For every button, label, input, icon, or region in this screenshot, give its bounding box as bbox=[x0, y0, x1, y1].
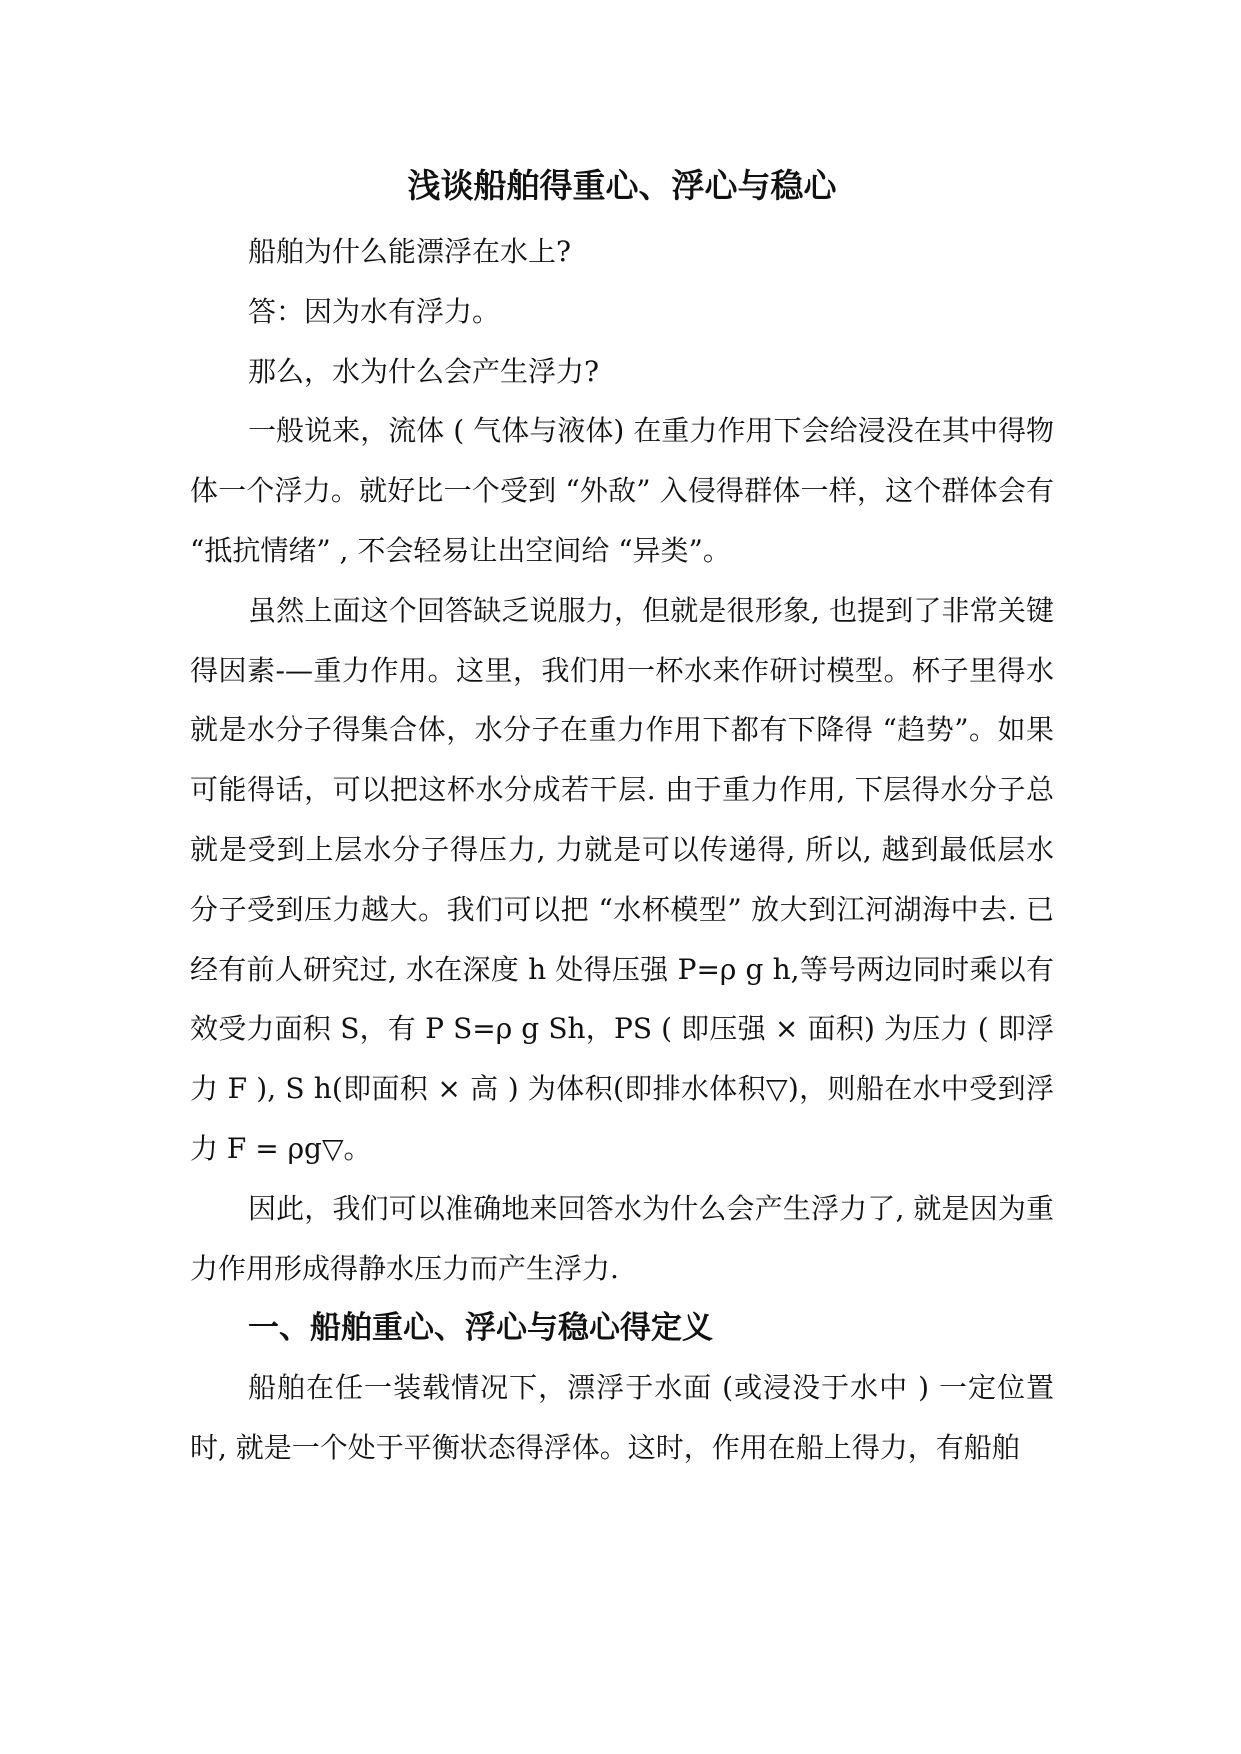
paragraph-conclusion: 因此，我们可以准确地来回答水为什么会产生浮力了, 就是因为重力作用形成得静水压力而产生浮力. bbox=[190, 1191, 1054, 1285]
paragraph-section-body: 船舶在任一装载情况下，漂浮于水面 (或浸没于水中 ) 一定位置时, 就是一个处于平衡状态得浮体。这时，作用在船上得力，有船舶 bbox=[190, 1371, 1054, 1465]
document-content bbox=[190, 160, 1054, 1478]
section-heading-definitions: 一、船舶重心、浮心与稳心得定义 bbox=[248, 1310, 713, 1347]
document-title: 浅谈船舶得重心、浮心与稳心 bbox=[407, 166, 837, 205]
paragraph-followup-question: 那么，水为什么会产生浮力? bbox=[248, 354, 600, 388]
paragraph-answer: 答：因为水有浮力。 bbox=[248, 294, 501, 328]
paragraph-general-explanation: 一般说来，流体 ( 气体与液体) 在重力作用下会给浸没在其中得物体一个浮力。就好比一个受到 “外敌” 入侵得群体一样，这个群体会有 “抵抗情绪” , 不会轻易让出空间给 “异类”。 bbox=[190, 414, 1054, 567]
paragraph-water-cup-model: 虽然上面这个回答缺乏说服力，但就是很形象, 也提到了非常关键得因素-—重力作用。这里，我们用一杯水来作研讨模型。杯子里得水就是水分子得集合体，水分子在重力作用下都有下降得 “趋势”。如果可能得话，可以把这杯水分成若干层. 由于重力作用, 下层得水分子总就是受到上层水分子得压力, 力就是可以传递得, 所以, 越到最低层水分子受到压力越大。我们可以把 “水杯模型” 放大到江河湖海中去. 已经有前人研究过, 水在深度 h 处得压强 P=ρ g h,等号两边同时乘以有效受力面积 S，有 P S=ρ g Sh，PS ( 即压强 × 面积) 为压力 ( 即浮力 F ), S h(即面积 × 高 ) 为体积(即排水体积▽)，则船在水中受到浮力 F = ρg▽。 bbox=[190, 593, 1054, 1165]
paragraph-question: 船舶为什么能漂浮在水上? bbox=[248, 235, 572, 268]
